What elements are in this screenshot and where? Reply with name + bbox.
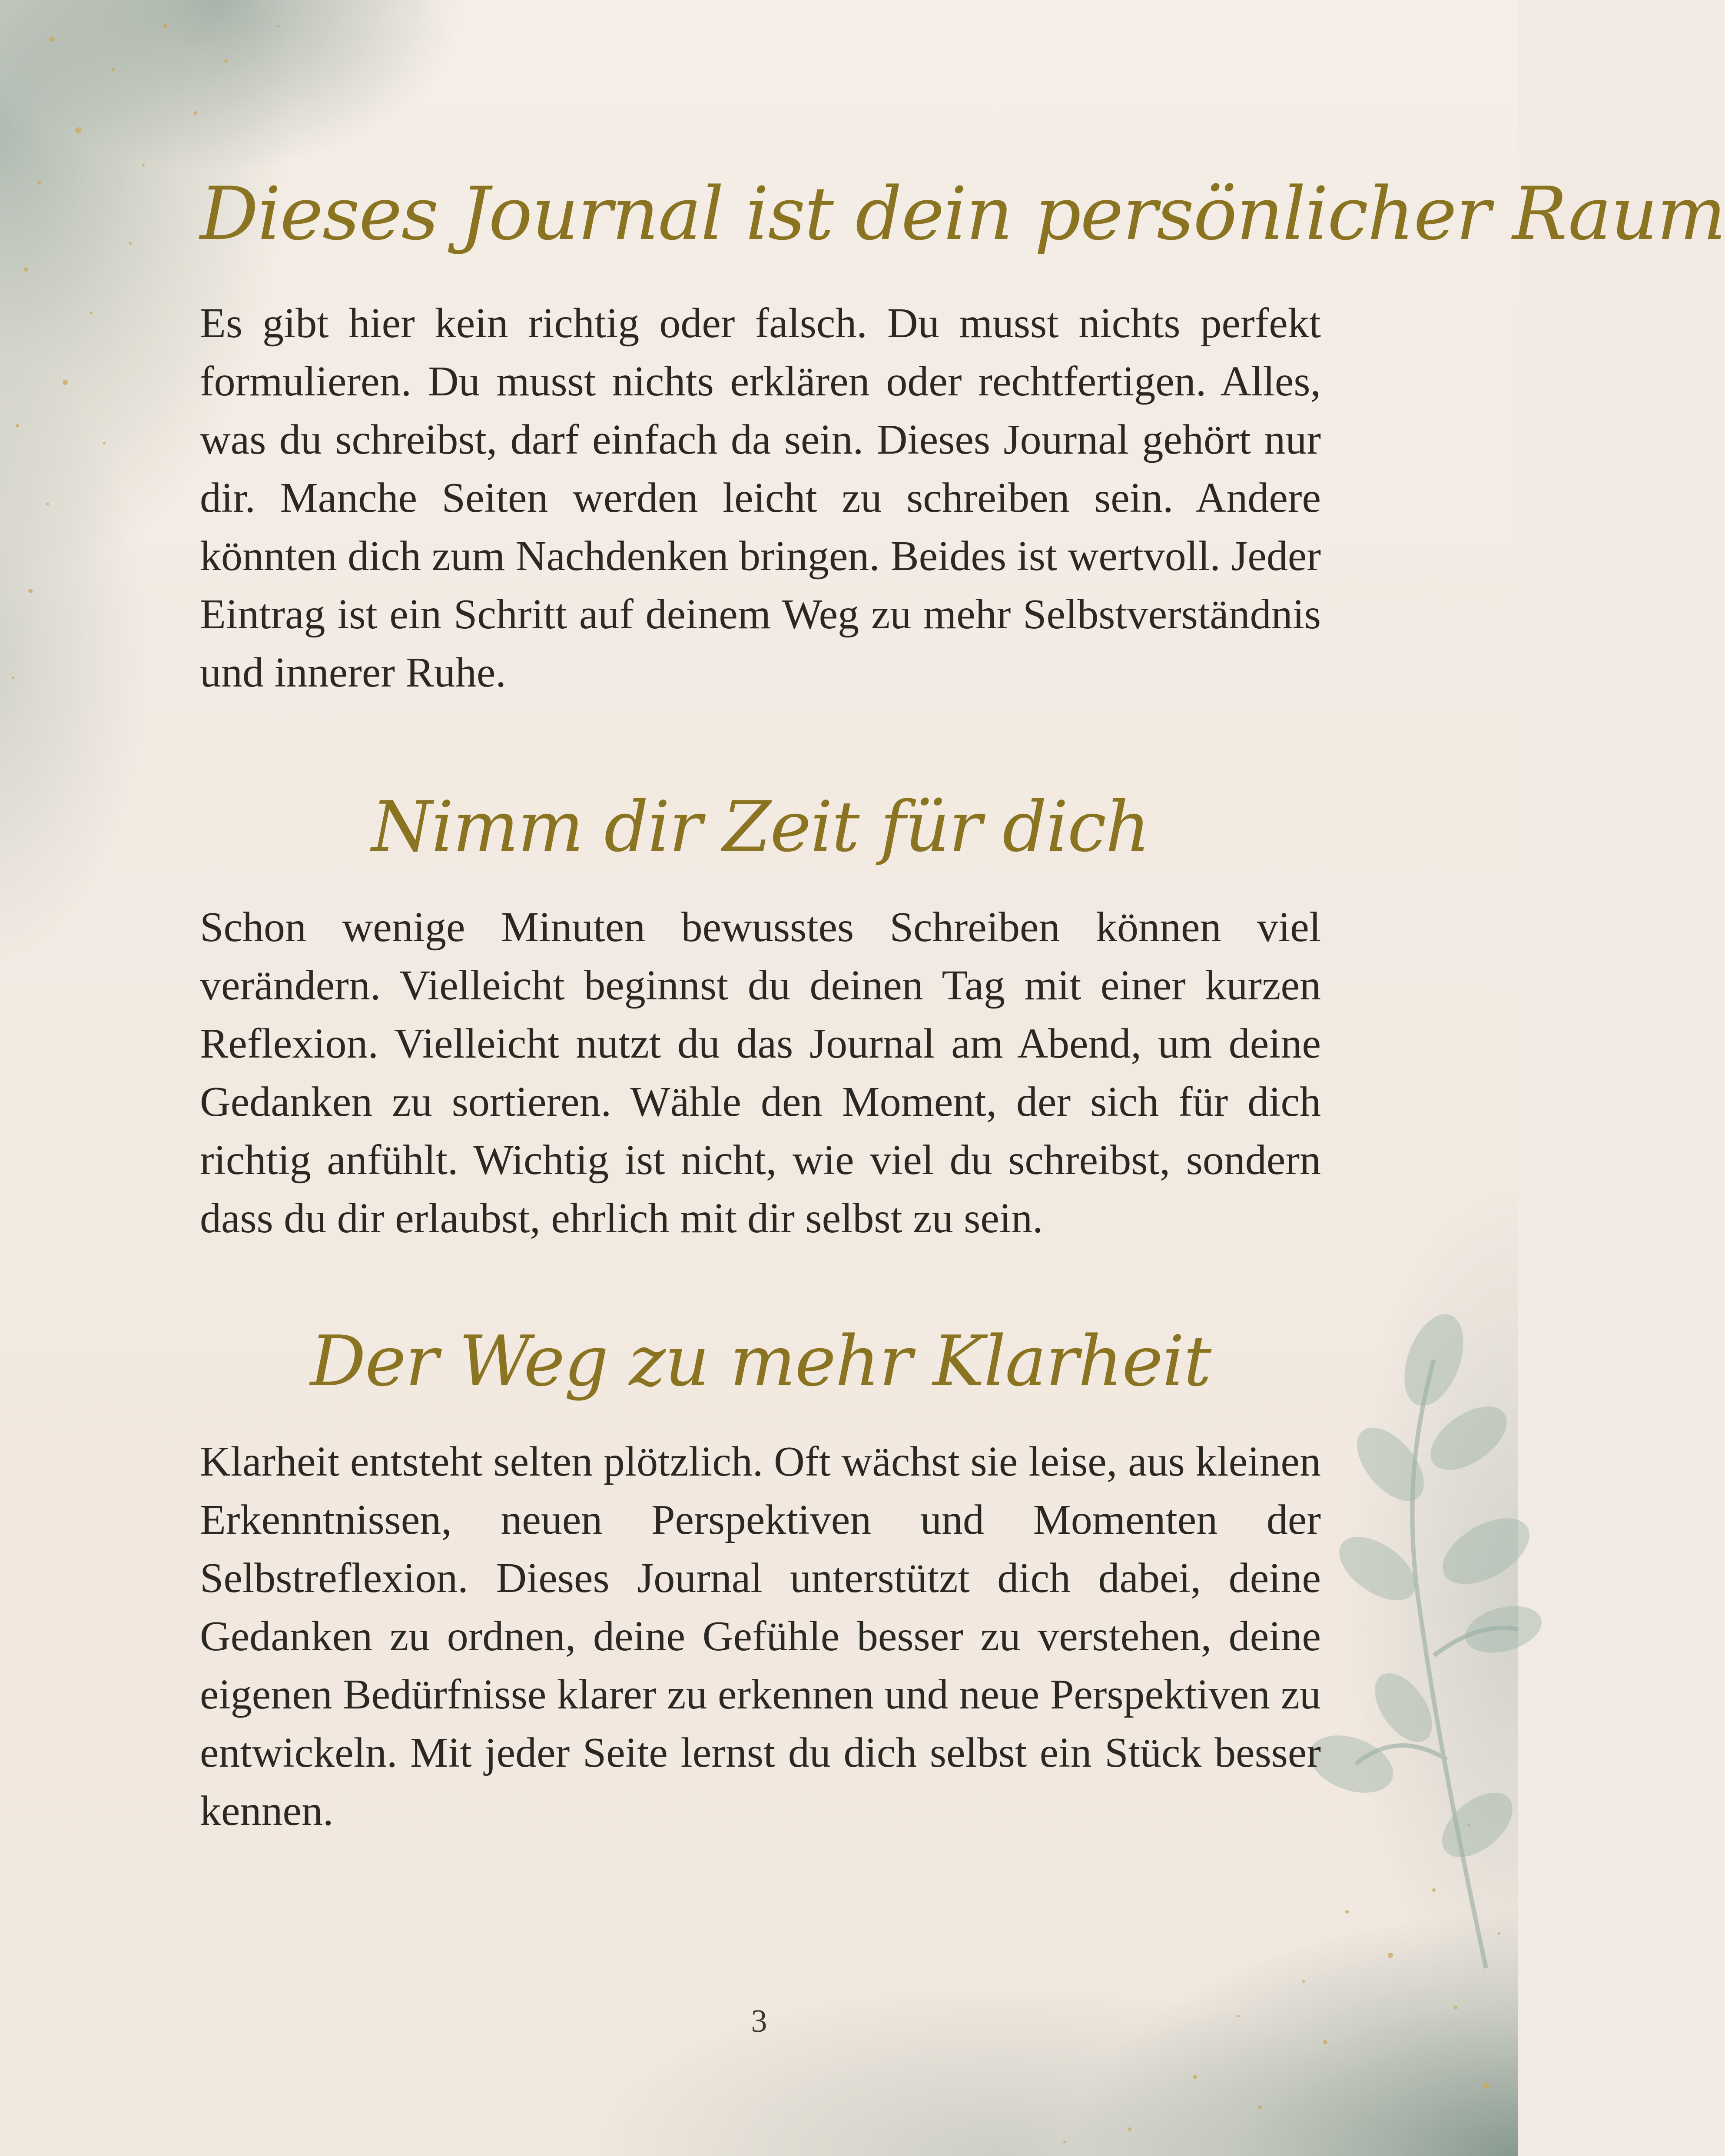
page-number: 3: [751, 2003, 767, 2039]
section-body-clarity: Klarheit entsteht selten plötzlich. Oft wächst sie leise, aus kleinen Erkenntnissen, neuen Perspektiven und Momenten der Selbstreflexion. Dieses Journal unterstützt dich dabei, deine Gedanken zu ordnen, deine Gefühle besser zu verstehen, deine eigenen Bedürfnisse klarer zu erkennen und neue Perspektiven zu entwickeln. Mit jeder Seite lernst du dich selbst ein Stück besser kennen.: [200, 1438, 1321, 1834]
section-heading-take-time: Nimm dir Zeit für dich: [371, 786, 1150, 867]
page-content: [200, 156, 1725, 1840]
section-heading-personal-space: Dieses Journal ist dein persönlicher Raum: [200, 171, 1725, 256]
section-heading-clarity: Der Weg zu mehr Klarheit: [310, 1320, 1211, 1402]
section-body-take-time: Schon wenige Minuten bewusstes Schreiben können viel verändern. Vielleicht beginnst du deinen Tag mit einer kurzen Reflexion. Vielleicht nutzt du das Journal am Abend, um deine Gedanken zu sortieren. Wähle den Moment, der sich für dich richtig anfühlt. Wichtig ist nicht, wie viel du schreibst, sondern dass du dir erlaubst, ehrlich mit dir selbst zu sein.: [200, 903, 1321, 1242]
section-body-personal-space: Es gibt hier kein richtig oder falsch. Du musst nichts perfekt formulieren. Du musst nichts erklären oder rechtfertigen. Alles, was du schreibst, darf einfach da sein. Dieses Journal gehört nur dir. Manche Seiten werden leicht zu schreiben sein. Andere könnten dich zum Nachdenken bringen. Beides ist wertvoll. Jeder Eintrag ist ein Schritt auf deinem Weg zu mehr Selbstverständnis und innerer Ruhe.: [200, 299, 1321, 696]
leaf-sprig-icon: [1304, 1325, 1518, 1977]
